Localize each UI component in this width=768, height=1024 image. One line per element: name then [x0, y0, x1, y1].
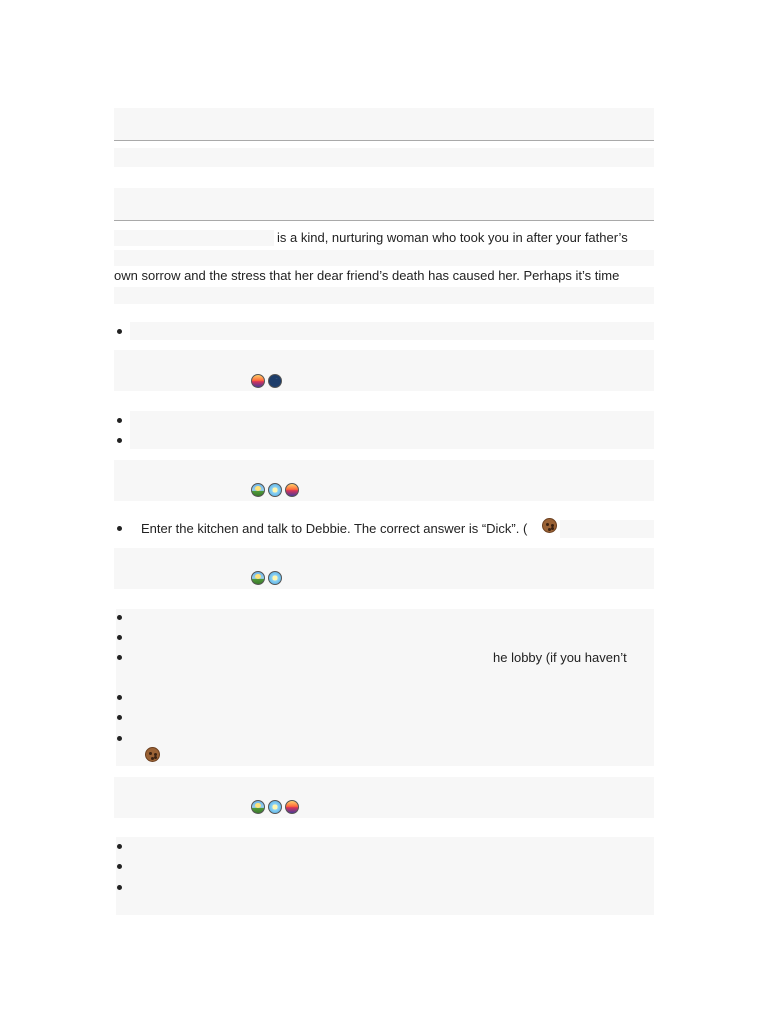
list-block-placeholder — [116, 609, 654, 766]
list-bullet — [117, 864, 122, 869]
list-bullet — [117, 329, 122, 334]
noon-icon — [268, 571, 282, 585]
sunset-icon — [285, 483, 299, 497]
section-heading-placeholder — [114, 777, 654, 818]
cookie-icon — [542, 518, 557, 533]
intro-line-placeholder — [114, 250, 654, 266]
list-item-placeholder — [130, 411, 654, 449]
list-bullet — [117, 418, 122, 423]
list-bullet — [117, 438, 122, 443]
night-icon — [268, 374, 282, 388]
list-bullet — [117, 655, 122, 660]
list-bullet — [117, 615, 122, 620]
header-block-1 — [114, 108, 654, 140]
sunset-icon — [285, 800, 299, 814]
list-bullet — [117, 736, 122, 741]
sunset-icon — [251, 374, 265, 388]
divider-1 — [114, 140, 654, 141]
cookie-icon — [145, 747, 160, 762]
header-block-2 — [114, 148, 654, 167]
divider-2 — [114, 220, 654, 221]
list-bullet — [117, 526, 122, 531]
noon-icon — [268, 800, 282, 814]
intro-line-1: is a kind, nurturing woman who took you in after your father’s — [277, 230, 628, 245]
lobby-step-fragment: he lobby (if you haven’t — [493, 650, 627, 665]
section-heading-placeholder — [114, 350, 654, 391]
list-bullet — [117, 695, 122, 700]
list-bullet — [117, 715, 122, 720]
section-heading-placeholder — [114, 548, 654, 589]
header-block-3 — [114, 188, 654, 220]
time-icons-group-2 — [251, 483, 299, 499]
day-icon — [251, 571, 265, 585]
intro-name-placeholder — [114, 230, 274, 246]
list-block-placeholder — [116, 837, 654, 915]
day-icon — [251, 800, 265, 814]
time-icons-group-3 — [251, 571, 282, 587]
intro-line-2: own sorrow and the stress that her dear friend’s death has caused her. Perhaps it’s time — [114, 268, 620, 283]
list-bullet — [117, 635, 122, 640]
time-icons-group-1 — [251, 374, 282, 390]
time-icons-group-4 — [251, 800, 299, 816]
list-item-placeholder — [560, 520, 654, 538]
intro-line-placeholder-2 — [114, 287, 654, 304]
section-heading-placeholder — [114, 460, 654, 501]
noon-icon — [268, 483, 282, 497]
list-bullet — [117, 844, 122, 849]
kitchen-step-text: Enter the kitchen and talk to Debbie. The correct answer is “Dick”. ( — [141, 521, 528, 536]
list-item-placeholder — [130, 322, 654, 340]
list-bullet — [117, 885, 122, 890]
day-icon — [251, 483, 265, 497]
